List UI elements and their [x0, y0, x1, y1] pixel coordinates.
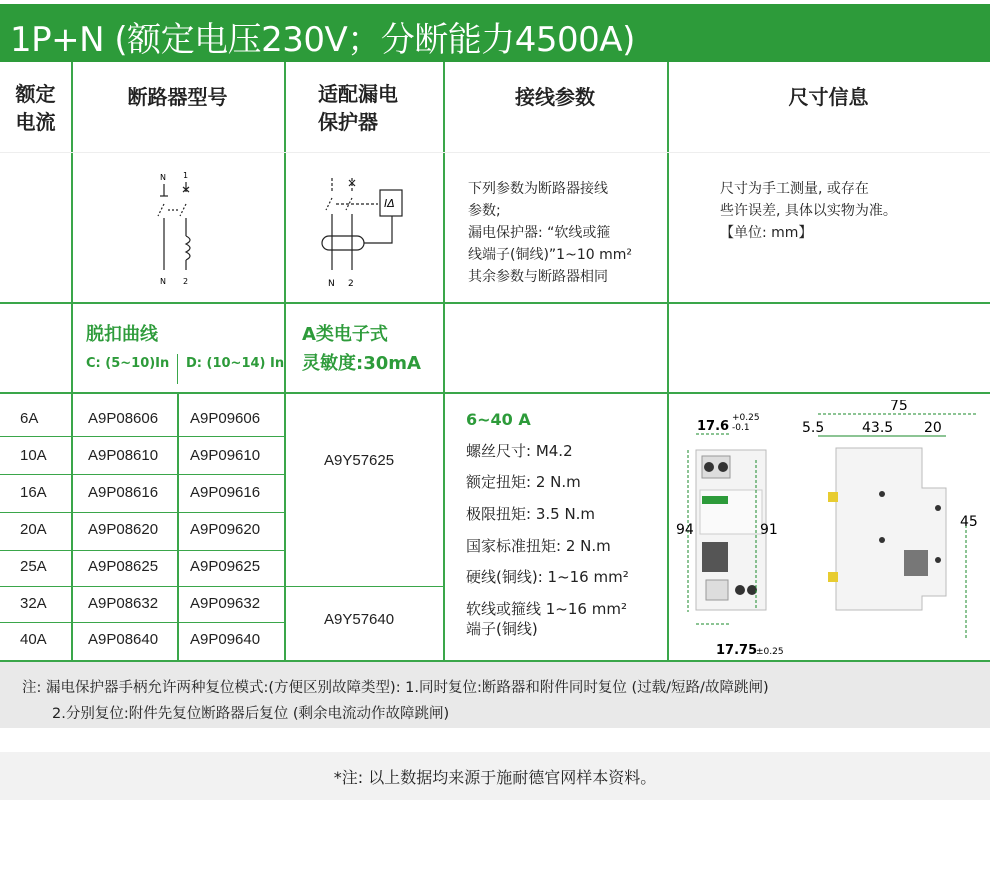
rcd-type-line1: A类电子式 — [302, 324, 388, 345]
page-title: 1P+N (额定电压230V；分断能力4500A) — [10, 20, 635, 60]
footnote — [0, 752, 990, 800]
curve-c-label: C: (5~10)In — [86, 356, 170, 371]
param-range: 6~40 A — [466, 410, 531, 429]
row-model-d: A9P09610 — [190, 447, 261, 464]
param-national: 国家标准扭矩: 2 N.m — [466, 537, 611, 555]
row-model-c: A9P08632 — [88, 595, 159, 612]
row-model-d: A9P09606 — [190, 410, 261, 427]
row-amp: 40A — [20, 631, 47, 648]
row-model-d: A9P09625 — [190, 558, 261, 575]
dim-43-5: 43.5 — [862, 420, 894, 436]
curve-d-label: D: (10~14) In — [186, 356, 285, 371]
row-model-c: A9P08640 — [88, 631, 159, 648]
wiring-desc-line: 线端子(铜线)”1~10 mm² — [468, 247, 632, 263]
param-limit: 极限扭矩: 3.5 N.m — [466, 505, 596, 523]
schematic-n-bottom: N — [160, 277, 166, 286]
row-model-c: A9P08620 — [88, 521, 159, 538]
breaker-schematic — [150, 170, 210, 288]
header-current-text: 额定 电流 — [15, 82, 56, 134]
header-rcd — [284, 80, 443, 136]
size-desc-line: 尺寸为手工测量, 或存在 — [720, 181, 869, 197]
row-model-c: A9P08606 — [88, 410, 159, 427]
wiring-desc — [468, 178, 632, 288]
rcd-idelta-label: IΔ — [384, 197, 395, 210]
dim-tol-pm: ±0.25 — [756, 647, 784, 656]
dim-75: 75 — [890, 400, 908, 414]
row-amp: 10A — [20, 447, 47, 464]
dim-91: 91 — [760, 522, 778, 538]
row-amp: 32A — [20, 595, 47, 612]
dim-17-6: 17.6 — [697, 419, 730, 434]
row-model-d: A9P09620 — [190, 521, 261, 538]
row-model-d: A9P09616 — [190, 484, 261, 501]
rcd-model-1: A9Y57625 — [324, 452, 395, 469]
param-torque: 额定扭矩: 2 N.m — [466, 473, 581, 491]
note-box — [0, 660, 990, 728]
note-line-2: 2.分别复位:附件先复位断路器后复位 (剩余电流动作故障跳闸) — [52, 706, 450, 722]
dim-94: 94 — [676, 522, 694, 538]
header-model-text: 断路器型号 — [127, 85, 228, 109]
row-model-d: A9P09640 — [190, 631, 261, 648]
param-screw: 螺丝尺寸: M4.2 — [466, 442, 573, 460]
curve-title: 脱扣曲线 — [86, 324, 158, 345]
rcd-schematic — [314, 172, 414, 290]
wiring-desc-line: 下列参数为断路器接线 — [468, 181, 608, 197]
param-hard: 硬线(铜线): 1~16 mm² — [466, 568, 629, 586]
dim-tol-minus: -0.1 — [732, 423, 750, 433]
schematic-1-top: 1 — [183, 171, 189, 180]
row-amp: 20A — [20, 521, 47, 538]
header-model — [71, 80, 284, 114]
dim-45: 45 — [960, 514, 978, 530]
header-size-text: 尺寸信息 — [788, 85, 869, 109]
dim-tol-plus: +0.25 — [732, 413, 760, 423]
row-amp: 16A — [20, 484, 47, 501]
wiring-desc-line: 漏电保护器: “软线或箍 — [468, 225, 611, 241]
rcd-2-label: 2 — [348, 279, 354, 289]
row-amp: 6A — [20, 410, 39, 427]
header-rcd-text: 适配漏电 保护器 — [318, 82, 398, 134]
dim-20: 20 — [924, 420, 942, 436]
title-banner — [0, 0, 990, 62]
footnote-text: *注: 以上数据均来源于施耐德官网样本资料。 — [333, 767, 657, 787]
row-model-c: A9P08610 — [88, 447, 159, 464]
size-desc-line: 【单位: mm】 — [720, 225, 813, 241]
note-line-1: 注: 漏电保护器手柄允许两种复位模式:(方便区别故障类型): 1.同时复位:断路器和附件同时复位 (过载/短路/故障跳闸) — [22, 680, 769, 696]
row-amp: 25A — [20, 558, 47, 575]
dim-5-5: 5.5 — [802, 420, 825, 436]
row-model-c: A9P08616 — [88, 484, 159, 501]
rcd-n-label: N — [328, 279, 335, 289]
header-wiring — [443, 80, 667, 114]
rcd-type-line2: 灵敏度:30mA — [302, 353, 421, 374]
schematic-2-bottom: 2 — [183, 277, 189, 286]
header-current — [0, 80, 71, 136]
param-soft-terminal: 端子(铜线) — [466, 620, 538, 638]
dim-17-75: 17.75 — [716, 643, 758, 656]
param-soft: 软线或箍线 1~16 mm² — [466, 600, 627, 618]
rcd-model-2: A9Y57640 — [324, 611, 395, 628]
dimension-drawing — [676, 400, 986, 656]
wiring-desc-line: 参数; — [468, 203, 501, 219]
spec-table — [0, 62, 990, 660]
header-size — [667, 80, 990, 114]
wiring-desc-line: 其余参数与断路器相同 — [468, 269, 608, 285]
row-model-d: A9P09632 — [190, 595, 261, 612]
header-wiring-text: 接线参数 — [515, 85, 595, 109]
size-desc — [720, 178, 897, 244]
row-model-c: A9P08625 — [88, 558, 159, 575]
schematic-n-top: N — [160, 173, 166, 182]
size-desc-line: 些许误差, 具体以实物为准。 — [720, 203, 897, 219]
